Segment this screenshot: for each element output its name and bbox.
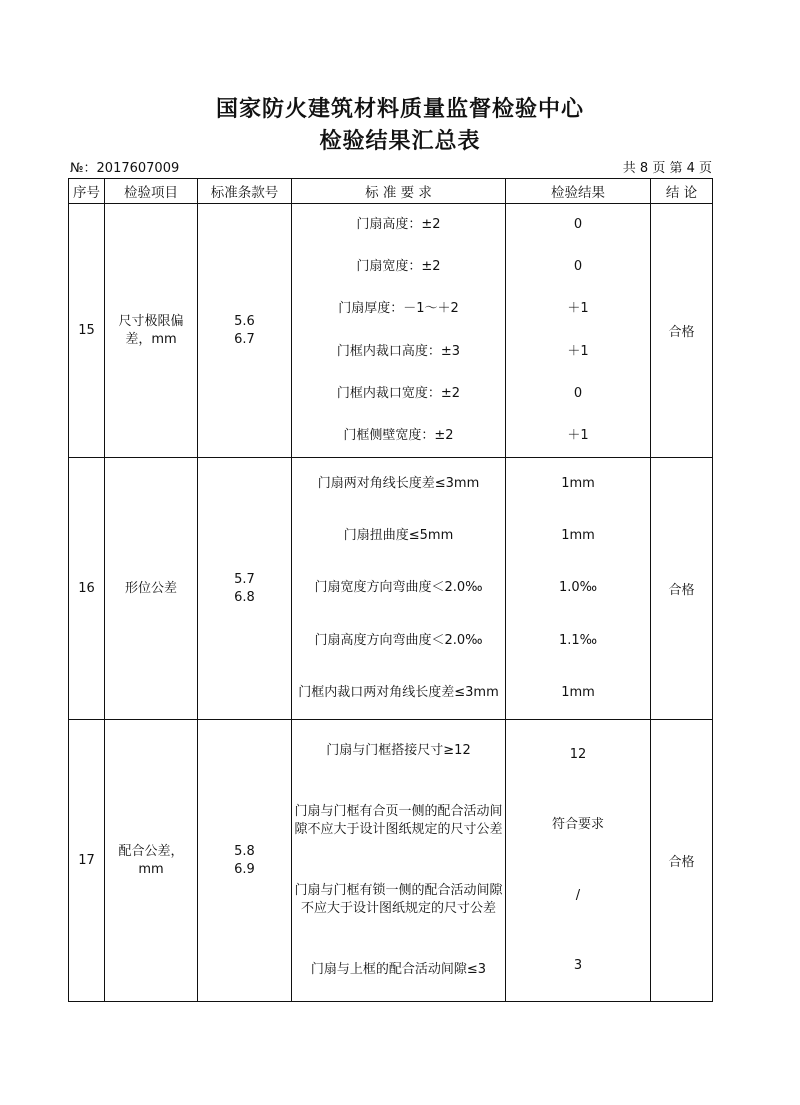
inspection-item [105,458,198,720]
clause-line: 5.6 [234,313,255,329]
report-number: №：2017607009 [70,161,180,176]
col-header-result: 检验结果 [506,179,651,204]
col-header-no: 序号 [69,179,105,204]
results-cell [506,204,651,458]
requirement-item: 门扇宽度：±2 [356,259,441,275]
clause-line: 6.8 [234,589,255,605]
result-item: ＋1 [567,427,589,443]
result-item: 1.0‰ [558,580,598,596]
requirement-item: 门框内裁口两对角线长度差≤3mm [298,684,499,700]
row-number: 17 [69,720,105,1002]
requirement-item: 门扇两对角线长度差≤3mm [317,476,480,492]
result-item: 12 [569,747,587,763]
result-item: ＋1 [567,301,589,317]
table-row [69,204,713,458]
requirement-item: 门框侧壁宽度：±2 [343,427,454,443]
result-item: 0 [573,385,583,401]
table-header-row [69,179,713,204]
clause-line: 5.7 [234,571,255,587]
result-item: 1mm [561,528,595,544]
result-item: / [575,887,581,903]
clause-line: 6.7 [234,331,255,347]
clause-number [198,204,292,458]
inspection-item [105,720,198,1002]
table-row [69,720,713,1002]
clause-number [198,720,292,1002]
conclusion: 合格 [651,458,713,720]
inspection-item [105,204,198,458]
requirement-item: 门扇扭曲度≤5mm [343,528,454,544]
result-item: 1mm [561,476,595,492]
row-number: 15 [69,204,105,458]
requirement-item: 门扇宽度方向弯曲度＜2.0‰ [314,580,483,596]
requirement-item: 门框内裁口宽度：±2 [336,385,461,401]
clause-line: 5.8 [234,843,255,859]
requirements-cell [292,720,506,1002]
requirement-item: 门扇与门框搭接尺寸≥12 [326,742,471,758]
result-item: 0 [573,217,583,233]
results-table [68,178,713,1002]
results-cell [506,458,651,720]
col-header-item: 检验项目 [105,179,198,204]
result-item: 1mm [561,684,595,700]
requirement-item: 门扇与门框有锁一侧的配合活动间隙不应大于设计图纸规定的尺寸公差 [294,883,503,917]
col-header-clause: 标准条款号 [198,179,292,204]
requirements-cell [292,458,506,720]
result-item: 1.1‰ [558,632,598,648]
item-line: 配合公差， [118,843,184,859]
requirements-cell [292,204,506,458]
requirement-item: 门扇高度：±2 [356,217,441,233]
conclusion: 合格 [651,720,713,1002]
requirement-item: 门扇高度方向弯曲度＜2.0‰ [314,632,483,648]
page-info: 共 8 页 第 4 页 [622,161,712,176]
item-line: 形位公差 [124,580,177,596]
requirement-item: 门扇厚度：－1～＋2 [338,301,459,317]
page-title: 国家防火建筑材料质量监督检验中心 [215,97,584,122]
col-header-requirement: 标 准 要 求 [292,179,506,204]
requirement-item: 门框内裁口高度：±3 [336,343,461,359]
col-header-conclusion: 结 论 [651,179,713,204]
table-row [69,458,713,720]
result-item: 3 [573,957,583,973]
clause-line: 6.9 [234,861,255,877]
conclusion: 合格 [651,204,713,458]
item-line: 尺寸极限偏 [118,313,184,329]
result-item: 0 [573,259,583,275]
results-cell [506,720,651,1002]
requirement-item: 门扇与门框有合页一侧的配合活动间隙不应大于设计图纸规定的尺寸公差 [294,803,503,837]
result-item: 符合要求 [551,817,604,833]
requirement-item: 门扇与上框的配合活动间隙≤3 [310,962,487,978]
result-item: ＋1 [567,343,589,359]
item-line: 差，mm [125,331,177,347]
row-number: 16 [69,458,105,720]
clause-number [198,458,292,720]
page-subtitle: 检验结果汇总表 [319,129,481,154]
item-line: mm [138,861,164,877]
